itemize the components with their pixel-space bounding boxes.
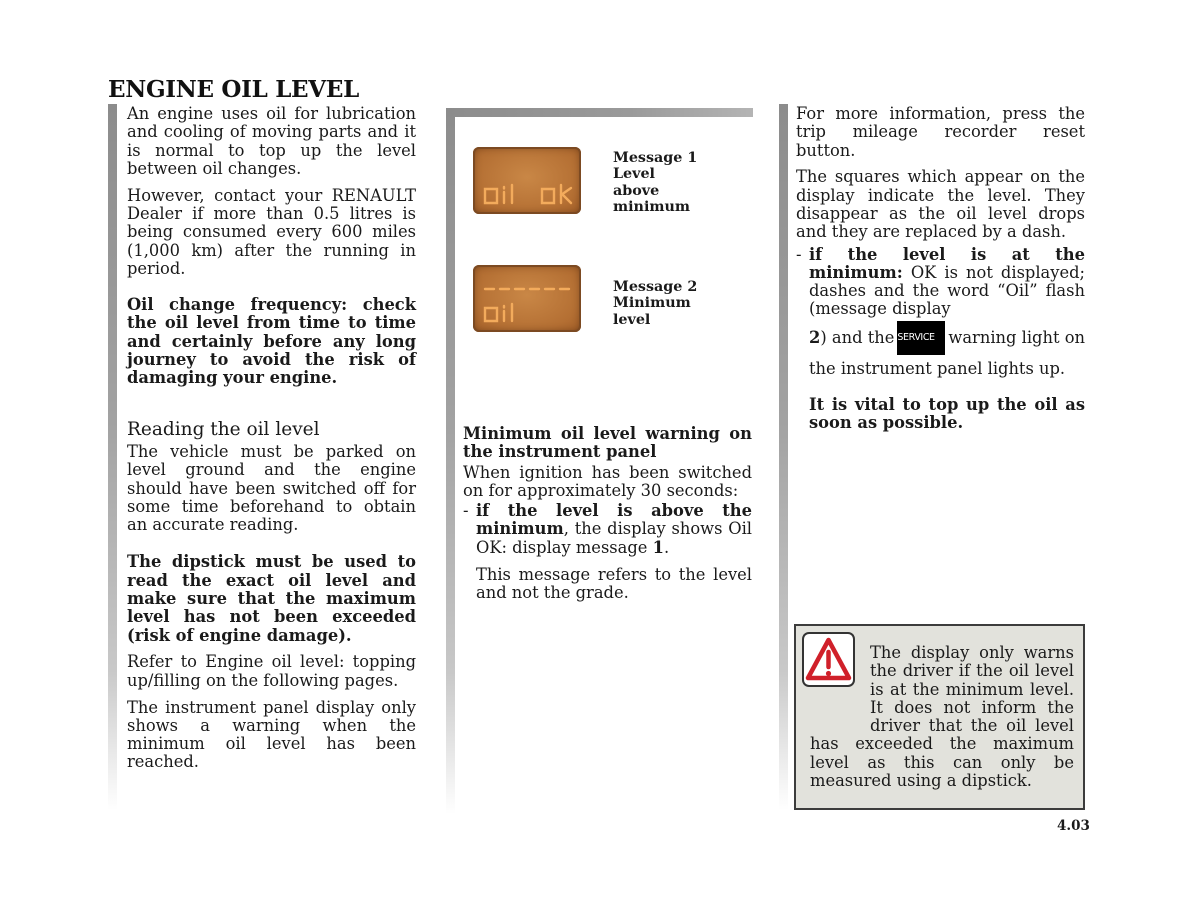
column-bar-right bbox=[779, 104, 788, 810]
display-warning-paragraph: The instrument panel display only shows a warning when the minimum oil level has been reached. bbox=[127, 697, 416, 772]
oil-minimum-segments bbox=[473, 265, 581, 332]
column-middle bbox=[463, 425, 752, 611]
above-minimum-bold: if the level is above the minimum bbox=[476, 501, 752, 539]
minimum-warning-heading: Minimum oil level warning on the instrument panel bbox=[463, 424, 752, 462]
grade-paragraph: This message refers to the level and not the grade. bbox=[476, 564, 752, 602]
column-left bbox=[127, 105, 416, 780]
at-minimum-bullet bbox=[796, 246, 1085, 433]
page-title: ENGINE OIL LEVEL bbox=[108, 76, 359, 103]
message-number-1: 1 bbox=[652, 537, 664, 557]
ignition-paragraph: When ignition has been switched on for approximately 30 seconds: bbox=[463, 462, 752, 500]
above-minimum-bullet bbox=[463, 502, 752, 602]
squares-paragraph: The squares which appear on the display indicate the level. They disappear as the oil level drops and they are replaced by a dash. bbox=[796, 167, 1085, 242]
column-top-bar bbox=[446, 108, 753, 117]
vital-paragraph: It is vital to top up the oil as soon as possible. bbox=[809, 395, 1085, 433]
oil-ok-segments bbox=[473, 147, 581, 214]
warning-box bbox=[794, 624, 1085, 810]
oil-ok-display bbox=[473, 147, 581, 214]
message-1-line3: above bbox=[613, 182, 660, 199]
page-number: 4.03 bbox=[1057, 818, 1090, 834]
message-1-line2: Level bbox=[613, 166, 655, 183]
service-warning-icon: SERVICE bbox=[897, 321, 945, 355]
bullet-dash: - bbox=[463, 501, 469, 521]
service-line bbox=[809, 320, 1085, 356]
intro-paragraph: An engine uses oil for lubrication and cooling of moving parts and it is normal to top up the level between oil changes. bbox=[127, 104, 416, 178]
icon-spacer bbox=[810, 644, 870, 718]
reading-heading: Reading the oil level bbox=[127, 418, 320, 440]
consumption-paragraph: However, contact your RENAULT Dealer if more than 0.5 litres is being consumed every 600 miles (1,000 km) after the running in period. bbox=[127, 185, 416, 278]
bullet-end: . bbox=[663, 537, 670, 557]
message-2-line2: Minimum bbox=[613, 295, 691, 312]
refer-paragraph: Refer to Engine oil level: topping up/filling on the following pages. bbox=[127, 652, 416, 690]
dipstick-paragraph: The dipstick must be used to read the exact oil level and make sure that the maximum level has not been exceeded (risk of engine damage). bbox=[127, 552, 416, 645]
warning-message: The display only warns the driver if the oil level is at the minimum level. It does not inform the driver that the oil level has exceeded the maximum level as this can only be measured using a dipstick. bbox=[810, 643, 1074, 791]
message-2-label bbox=[613, 279, 697, 328]
message-number-2: 2 bbox=[809, 327, 821, 347]
bullet-dash: - bbox=[796, 244, 802, 264]
parking-paragraph: The vehicle must be parked on level ground and the engine should have been switched off for some time beforehand to obtain an accurate reading. bbox=[127, 441, 416, 535]
column-bar-left bbox=[108, 104, 117, 810]
message-1-title: Message 1 bbox=[613, 150, 698, 166]
warning-text bbox=[810, 644, 1074, 790]
message-1-line4: minimum bbox=[613, 199, 691, 216]
message-2-line3: level bbox=[613, 311, 651, 328]
at-minimum-bold: if the level is at the minimum: bbox=[809, 244, 1085, 282]
warning-light-text: warning light on bbox=[948, 327, 1086, 347]
lights-up-line: the instrument panel lights up. bbox=[809, 358, 1066, 378]
column-bar-middle bbox=[446, 108, 455, 814]
and-the-text: ) and the bbox=[820, 327, 895, 347]
oil-minimum-display bbox=[473, 265, 581, 332]
message-2-title: Message 2 bbox=[613, 279, 698, 295]
more-info-paragraph: For more information, press the trip mileage recorder reset button. bbox=[796, 104, 1085, 160]
column-right bbox=[796, 105, 1085, 441]
change-frequency-paragraph: Oil change frequency: check the oil level from time to time and certainly before any long journey to avoid the risk of damaging your engine. bbox=[127, 295, 416, 388]
at-minimum-text: OK is not displayed; dashes and the word “Oil” flash (message display bbox=[809, 262, 1085, 319]
above-minimum-text: , the display shows Oil OK: display message bbox=[476, 519, 752, 557]
message-1-label bbox=[613, 150, 697, 216]
